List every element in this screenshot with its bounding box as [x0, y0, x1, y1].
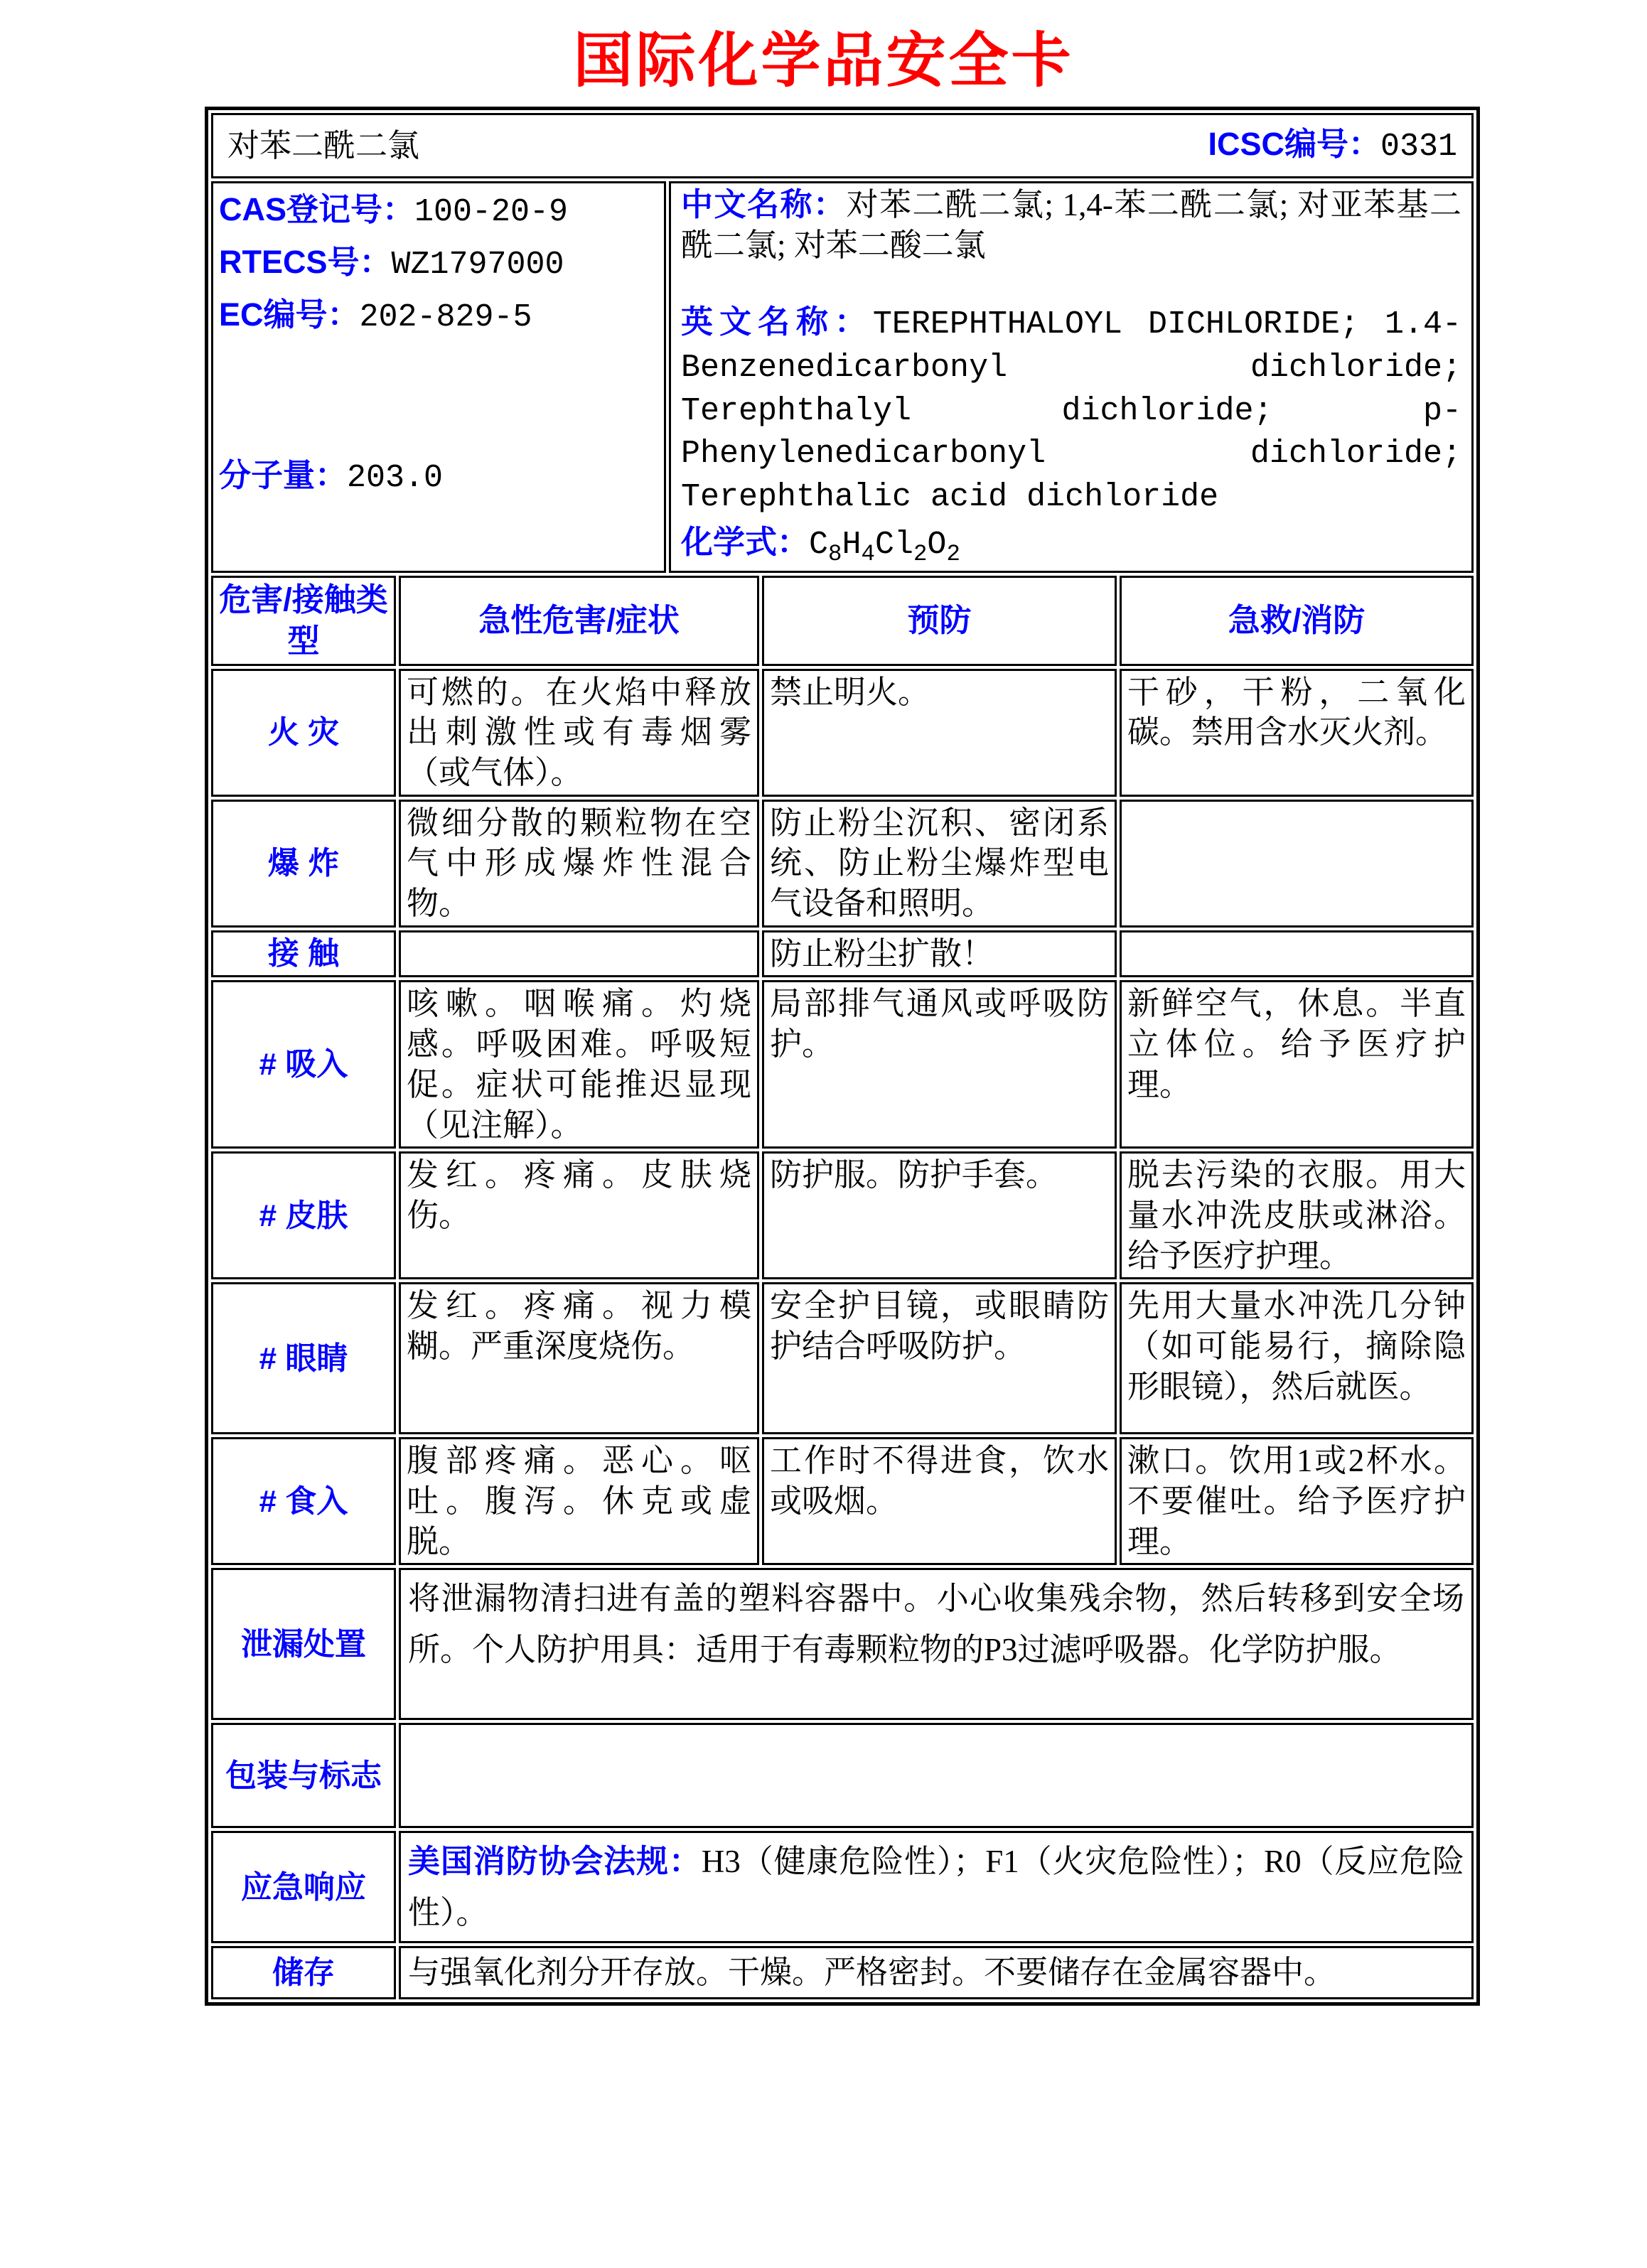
- identity-row: [211, 181, 1474, 573]
- chemical-formula-line: [681, 522, 1461, 569]
- hazard-row-ingestion: [211, 1437, 1474, 1565]
- packaging-text: [399, 1723, 1474, 1828]
- hazard-prevention-skin: 防护服。防护手套。: [762, 1151, 1117, 1279]
- hazard-type-contact: 接 触: [211, 930, 396, 978]
- hazard-type-eyes: # 眼睛: [211, 1282, 396, 1434]
- section-row-packaging: [211, 1723, 1474, 1828]
- hazard-prevention-contact: 防止粉尘扩散！: [762, 930, 1117, 978]
- hazard-type-skin: # 皮肤: [211, 1151, 396, 1279]
- hazard-response-contact: [1120, 930, 1474, 978]
- hazard-response-inhalation: 新鲜空气，休息。半直立体位。给予医疗护理。: [1120, 980, 1474, 1149]
- icsc-card-table: [205, 107, 1480, 2006]
- chinese-names-label: 中文名称：: [681, 186, 847, 222]
- cas-label: CAS登记号：: [219, 191, 415, 227]
- hazard-prevention-inhalation: 局部排气通风或呼吸防护。: [762, 980, 1117, 1149]
- chinese-names-block: [681, 185, 1461, 265]
- section-row-storage: [211, 1946, 1474, 1999]
- hazard-symptoms-ingestion: 腹部疼痛。恶心。呕吐。腹泻。休克或虚脱。: [399, 1437, 759, 1565]
- identifiers-cell: [211, 181, 666, 573]
- hazard-response-ingestion: 漱口。饮用1或2杯水。不要催吐。给予医疗护理。: [1120, 1437, 1474, 1565]
- hazard-response-eyes: 先用大量水冲洗几分钟（如可能易行，摘除隐形眼镜），然后就医。: [1120, 1282, 1474, 1434]
- hazard-prevention-explosion: 防止粉尘沉积、密闭系统、防止粉尘爆炸型电气设备和照明。: [762, 800, 1117, 928]
- names-cell: [669, 181, 1474, 573]
- hazard-type-fire: 火 灾: [211, 669, 396, 797]
- emergency-text-cell: [399, 1831, 1474, 1943]
- hazard-response-explosion: [1120, 800, 1474, 928]
- hazard-symptoms-contact: [399, 930, 759, 978]
- emergency-text: H3（健康危险性）；F1（火灾危险性）；R0（反应危险性）。: [408, 1844, 1465, 1931]
- hazard-header-type: 危害/接触类型: [211, 576, 396, 666]
- chemical-name: 对苯二酰二氯: [227, 127, 420, 163]
- ec-label: EC编号：: [219, 296, 360, 333]
- molecular-weight-value: 203.0: [347, 460, 444, 497]
- hazard-row-explosion: [211, 800, 1474, 928]
- hazard-prevention-fire: 禁止明火。: [762, 669, 1117, 797]
- molecular-weight-line: [219, 451, 658, 503]
- card-title-cell: [211, 113, 1474, 178]
- ec-line: [219, 290, 658, 343]
- english-names-label: 英文名称：: [681, 303, 873, 340]
- hazard-row-skin: [211, 1151, 1474, 1279]
- storage-text: 与强氧化剂分开存放。干燥。严格密封。不要储存在金属容器中。: [399, 1946, 1474, 1999]
- emergency-label: 应急响应: [211, 1831, 396, 1943]
- packaging-label: 包装与标志: [211, 1723, 396, 1828]
- ec-value: 202-829-5: [359, 299, 532, 335]
- rtecs-label: RTECS号：: [219, 243, 392, 280]
- hazard-type-explosion: 爆 炸: [211, 800, 396, 928]
- card-title-row: [211, 113, 1474, 178]
- rtecs-line: [219, 237, 658, 290]
- page-title: 国际化学品安全卡: [573, 28, 1074, 95]
- chinese-names-value: 对苯二酰二氯; 1,4-苯二酰二氯; 对亚苯基二酰二氯; 对苯二酸二氯: [681, 187, 1461, 263]
- english-names-block: [681, 302, 1461, 517]
- chemical-formula-label: 化学式：: [681, 523, 810, 560]
- hazard-symptoms-inhalation: 咳嗽。咽喉痛。灼烧感。呼吸困难。呼吸短促。症状可能推迟显现（见注解）。: [399, 980, 759, 1149]
- chemical-formula-value: $C_8H_4Cl_2O_2$: [809, 526, 960, 567]
- icsc-number-box: [1208, 124, 1457, 168]
- hazard-symptoms-fire: 可燃的。在火焰中释放出刺激性或有毒烟雾（或气体）。: [399, 669, 759, 797]
- hazard-symptoms-eyes: 发红。疼痛。视力模糊。严重深度烧伤。: [399, 1282, 759, 1434]
- hazard-row-inhalation: [211, 980, 1474, 1149]
- english-names-value: TEREPHTHALOYL DICHLORIDE; 1.4-Benzenedicarbonyl dichloride; Terephthalyl dichloride; p-Phenylenedicarbonyl dichloride; Terephthalic acid dichloride: [681, 306, 1462, 516]
- hazard-prevention-eyes: 安全护目镜，或眼睛防护结合呼吸防护。: [762, 1282, 1117, 1434]
- hazard-response-skin: 脱去污染的衣服。用大量水冲洗皮肤或淋浴。给予医疗护理。: [1120, 1151, 1474, 1279]
- spill-label: 泄漏处置: [211, 1568, 396, 1720]
- hazard-symptoms-explosion: 微细分散的颗粒物在空气中形成爆炸性混合物。: [399, 800, 759, 928]
- hazard-type-ingestion: # 食入: [211, 1437, 396, 1565]
- spill-text: 将泄漏物清扫进有盖的塑料容器中。小心收集残余物，然后转移到安全场所。个人防护用具：适用于有毒颗粒物的P3过滤呼吸器。化学防护服。: [399, 1568, 1474, 1720]
- cas-value: 100-20-9: [414, 194, 569, 230]
- hazard-header-row: [211, 576, 1474, 666]
- hazard-type-inhalation: # 吸入: [211, 980, 396, 1149]
- cas-line: [219, 185, 658, 237]
- hazard-prevention-ingestion: 工作时不得进食，饮水或吸烟。: [762, 1437, 1117, 1565]
- rtecs-value: WZ1797000: [391, 246, 564, 283]
- hazard-row-contact: [211, 930, 1474, 978]
- emergency-sub-label: 美国消防协会法规：: [408, 1843, 702, 1880]
- hazard-row-eyes: [211, 1282, 1474, 1434]
- hazard-header-response: 急救/消防: [1120, 576, 1474, 666]
- hazard-symptoms-skin: 发红。疼痛。皮肤烧伤。: [399, 1151, 759, 1279]
- hazard-header-symptoms: 急性危害/症状: [399, 576, 759, 666]
- hazard-header-prevention: 预防: [762, 576, 1117, 666]
- section-row-spill: [211, 1568, 1474, 1720]
- section-row-emergency: [211, 1831, 1474, 1943]
- hazard-row-fire: [211, 669, 1474, 797]
- hazard-response-fire: 干砂，干粉，二氧化碳。禁用含水灭火剂。: [1120, 669, 1474, 797]
- icsc-number-label: ICSC编号：: [1208, 125, 1380, 162]
- icsc-number-value: 0331: [1380, 128, 1458, 165]
- molecular-weight-label: 分子量：: [219, 457, 348, 494]
- storage-label: 储存: [211, 1946, 396, 1999]
